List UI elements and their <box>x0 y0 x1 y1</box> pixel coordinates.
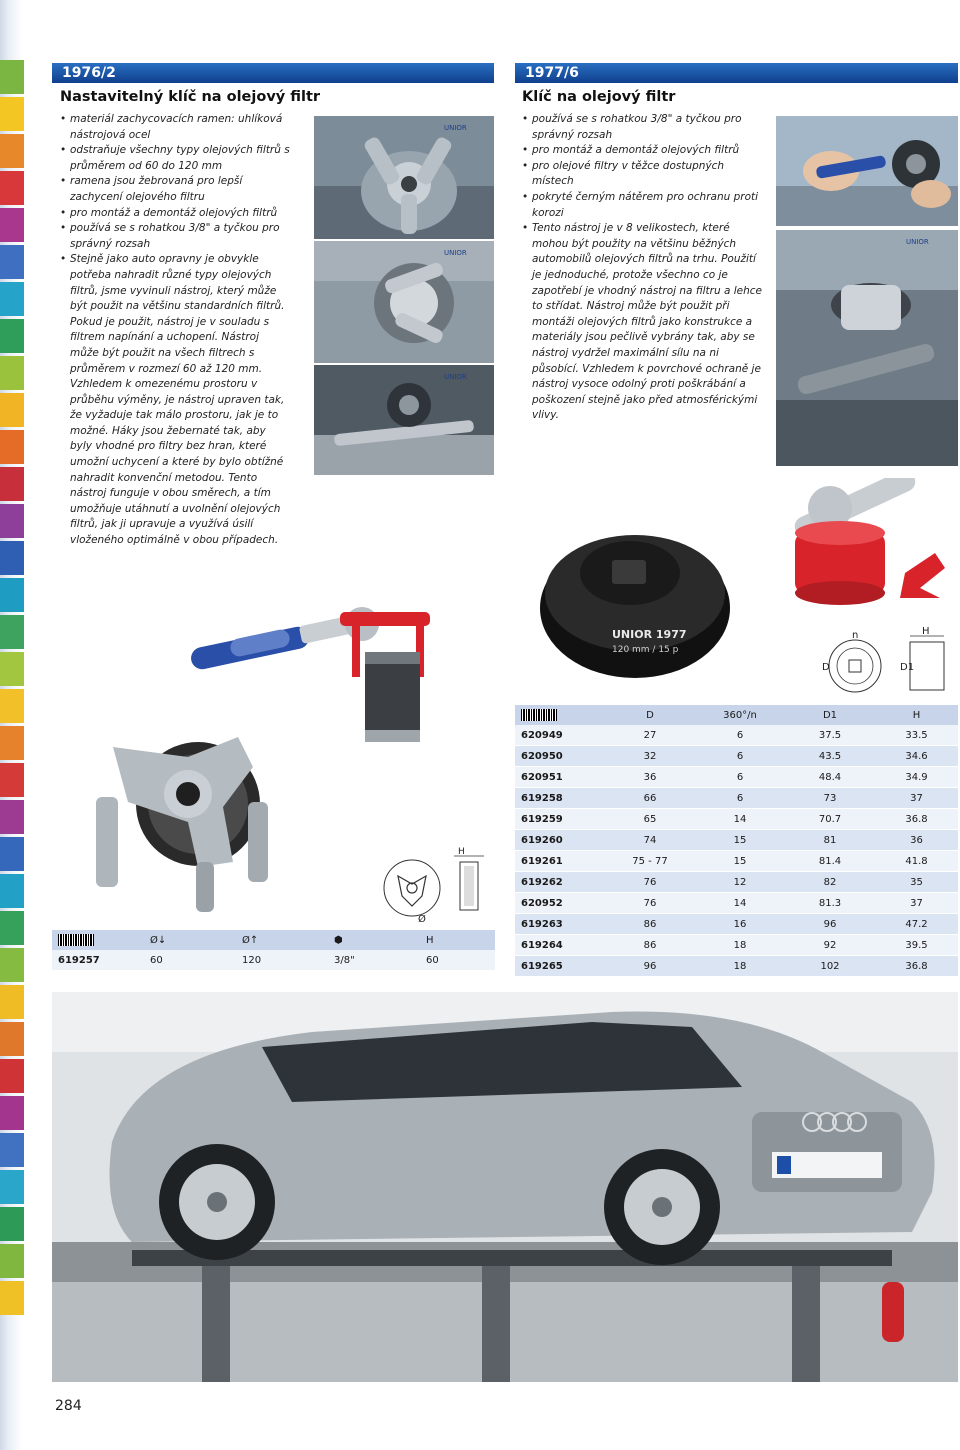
col-header: Ø↑ <box>236 930 328 950</box>
table-cell: 15 <box>695 830 785 851</box>
diagram-label-d1: D1 <box>900 662 915 673</box>
table-cell: 619257 <box>52 950 144 971</box>
table-cell: 32 <box>605 746 695 767</box>
table-cell: 36.8 <box>875 956 958 977</box>
table-cell: 6 <box>695 725 785 746</box>
table-cell: 76 <box>605 893 695 914</box>
table-cell: 6 <box>695 746 785 767</box>
table-cell: 43.5 <box>785 746 875 767</box>
section-title-right: Klíč na olejový filtr <box>522 89 676 105</box>
table-cell: 75 - 77 <box>605 851 695 872</box>
table-cell: 619265 <box>515 956 605 977</box>
barcode-icon <box>515 705 605 725</box>
color-tab-stack <box>0 60 24 1318</box>
diagram-label-h: H <box>922 626 930 637</box>
barcode-icon <box>52 930 144 950</box>
brand-mark: UNIOR <box>444 124 467 132</box>
brand-mark: UNIOR <box>444 249 467 257</box>
table-cell: 47.2 <box>875 914 958 935</box>
table-row <box>52 950 495 971</box>
list-item: • odstraňuje všechny typy olejových filtrů s průměrem od 60 do 120 mm <box>60 143 290 174</box>
table-cell: 92 <box>785 935 875 956</box>
table-cell: 18 <box>695 956 785 977</box>
table-cell: 14 <box>695 893 785 914</box>
list-item: • pro montáž a demontáž olejových filtrů <box>60 206 290 222</box>
table-cell: 39.5 <box>875 935 958 956</box>
list-item: • používá se s rohatkou 3/8" a tyčkou pro správný rozsah <box>522 112 762 143</box>
table-cell: 96 <box>605 956 695 977</box>
table-row <box>515 935 958 956</box>
table-cell: 3/8" <box>328 950 420 971</box>
table-cell: 15 <box>695 851 785 872</box>
diagram-label-d: D <box>822 662 830 673</box>
page-number: 284 <box>55 1398 82 1414</box>
table-cell: 619259 <box>515 809 605 830</box>
socket-icon: ⬢ <box>328 930 420 950</box>
table-cell: 81 <box>785 830 875 851</box>
table-cell: 65 <box>605 809 695 830</box>
table-cell: 60 <box>420 950 495 971</box>
table-row <box>515 746 958 767</box>
list-item: • materiál zachycovacích ramen: uhlíková nástrojová ocel <box>60 112 290 143</box>
table-cell: 34.9 <box>875 767 958 788</box>
feature-list-left <box>60 112 290 549</box>
table-cell: 76 <box>605 872 695 893</box>
technical-diagram-cup <box>800 624 958 702</box>
section-header-right: 1977/6 <box>515 63 958 83</box>
table-cell: 81.3 <box>785 893 875 914</box>
table-cell: 96 <box>785 914 875 935</box>
table-cell: 619262 <box>515 872 605 893</box>
table-cell: 74 <box>605 830 695 851</box>
diagram-label-n: n <box>852 630 859 641</box>
table-cell: 620951 <box>515 767 605 788</box>
col-header: Ø↓ <box>144 930 236 950</box>
diagram-label-h: H <box>458 847 465 857</box>
diagram-label-d: Ø <box>418 914 426 925</box>
list-item: • používá se s rohatkou 3/8" a tyčkou pro správný rozsah <box>60 221 290 252</box>
table-header-row <box>52 930 495 950</box>
table-cell: 37.5 <box>785 725 875 746</box>
table-cell: 36 <box>605 767 695 788</box>
feature-list-right <box>522 112 762 424</box>
table-row <box>515 767 958 788</box>
table-row <box>515 851 958 872</box>
photo-hand-with-ratchet <box>776 116 958 226</box>
section-title-left: Nastavitelný klíč na olejový filtr <box>60 89 321 105</box>
table-cell: 27 <box>605 725 695 746</box>
col-header: H <box>420 930 495 950</box>
list-item: • Stejně jako auto opravny je obvykle potřeba nahradit různé typy olejových filtrů, jsme vyvinuli nástroj, který může být použit na většinu standardních filtrů. Pokud je použit, nástroj je v souladu s filtrem napínání a uchopení. Nástroj může být použit na všech filtrech s průměrem v rozmezí 60 až 120 mm. Vzhledem k omezenému prostoru v průběhu výměny, je nástroj upraven tak, že vyžaduje tak málo prostoru, jak je to možné. Háky jsou žebernaté tak, aby byly vhodné pro filtry bez hran, které umožní uchycení a které by bylo obtížné nahradit konvenční metodou. Tento nástroj funguje v obou směrech, a tím umožňuje utáhnutí a uvolnění olejových filtrů, jak ji upravuje a využívá úsilí vloženého optimálně v obou případech. <box>60 252 290 548</box>
table-cell: 16 <box>695 914 785 935</box>
table-cell: 14 <box>695 809 785 830</box>
photo-tool-on-filter <box>314 116 494 239</box>
list-item: • pro olejové filtry v těžce dostupných místech <box>522 159 762 190</box>
table-cell: 37 <box>875 788 958 809</box>
table-cell: 6 <box>695 788 785 809</box>
spec-table-right <box>515 705 958 977</box>
brand-mark: UNIOR <box>444 373 467 381</box>
list-item: • pokryté černým nátěrem pro ochranu proti korozi <box>522 190 762 221</box>
table-cell: 41.8 <box>875 851 958 872</box>
table-cell: 619260 <box>515 830 605 851</box>
photo-engine-bay <box>314 365 494 475</box>
list-item: • pro montáž a demontáž olejových filtrů <box>522 143 762 159</box>
table-cell: 34.6 <box>875 746 958 767</box>
table-cell: 82 <box>785 872 875 893</box>
photo-tool-closeup <box>314 241 494 363</box>
technical-diagram-adjustable <box>380 846 490 926</box>
table-cell: 12 <box>695 872 785 893</box>
table-cell: 619261 <box>515 851 605 872</box>
table-cell: 35 <box>875 872 958 893</box>
table-cell: 102 <box>785 956 875 977</box>
table-row <box>515 830 958 851</box>
table-row <box>515 809 958 830</box>
adjustable-wrench-image <box>88 712 283 917</box>
table-cell: 86 <box>605 935 695 956</box>
table-cell: 66 <box>605 788 695 809</box>
table-cell: 86 <box>605 914 695 935</box>
table-header-row <box>515 705 958 725</box>
table-cell: 620952 <box>515 893 605 914</box>
table-row <box>515 956 958 977</box>
section-header-left: 1976/2 <box>52 63 494 83</box>
col-header: D <box>605 705 695 725</box>
table-row <box>515 725 958 746</box>
spec-table-left <box>52 930 495 971</box>
table-cell: 6 <box>695 767 785 788</box>
table-cell: 73 <box>785 788 875 809</box>
table-cell: 70.7 <box>785 809 875 830</box>
table-cell: 120 <box>236 950 328 971</box>
col-header: 360°/n <box>695 705 785 725</box>
table-cell: 619263 <box>515 914 605 935</box>
col-header: H <box>875 705 958 725</box>
table-row <box>515 914 958 935</box>
brand-mark: UNIOR <box>906 238 929 246</box>
list-item: • ramena jsou žebrovaná pro lepší zachycení olejového filtru <box>60 174 290 205</box>
product-label: UNIOR 1977 <box>612 628 687 641</box>
table-cell: 18 <box>695 935 785 956</box>
table-cell: 619258 <box>515 788 605 809</box>
table-cell: 36 <box>875 830 958 851</box>
col-header: D1 <box>785 705 875 725</box>
table-cell: 81.4 <box>785 851 875 872</box>
product-sublabel: 120 mm / 15 p <box>612 645 679 655</box>
table-cell: 37 <box>875 893 958 914</box>
table-cell: 620949 <box>515 725 605 746</box>
table-cell: 620950 <box>515 746 605 767</box>
table-cell: 33.5 <box>875 725 958 746</box>
table-cell: 48.4 <box>785 767 875 788</box>
table-cell: 619264 <box>515 935 605 956</box>
table-row <box>515 893 958 914</box>
table-row <box>515 788 958 809</box>
photo-under-car <box>776 230 958 466</box>
table-cell: 60 <box>144 950 236 971</box>
table-row <box>515 872 958 893</box>
car-on-lift-photo <box>52 992 958 1382</box>
list-item: • Tento nástroj je v 8 velikostech, které mohou být použity na většinu běžných automobilů olejových filtrů na trhu. Použití je jednoduché, protože všechno co je zapotřebí je vhodný nástroj na filtru a lehce to střídat. Nástroj může být použit při montáži olejových filtrů jako konstrukce a materiály jsou pečlivě vybrány tak, aby se nástroj vydržel maximální sílu na ni působící. Vzhledem k povrchové ochraně je nástroj vysoce odolný proti poškrábání a poškození stejně jako před atmosférickými vlivy. <box>522 221 762 424</box>
table-cell: 36.8 <box>875 809 958 830</box>
